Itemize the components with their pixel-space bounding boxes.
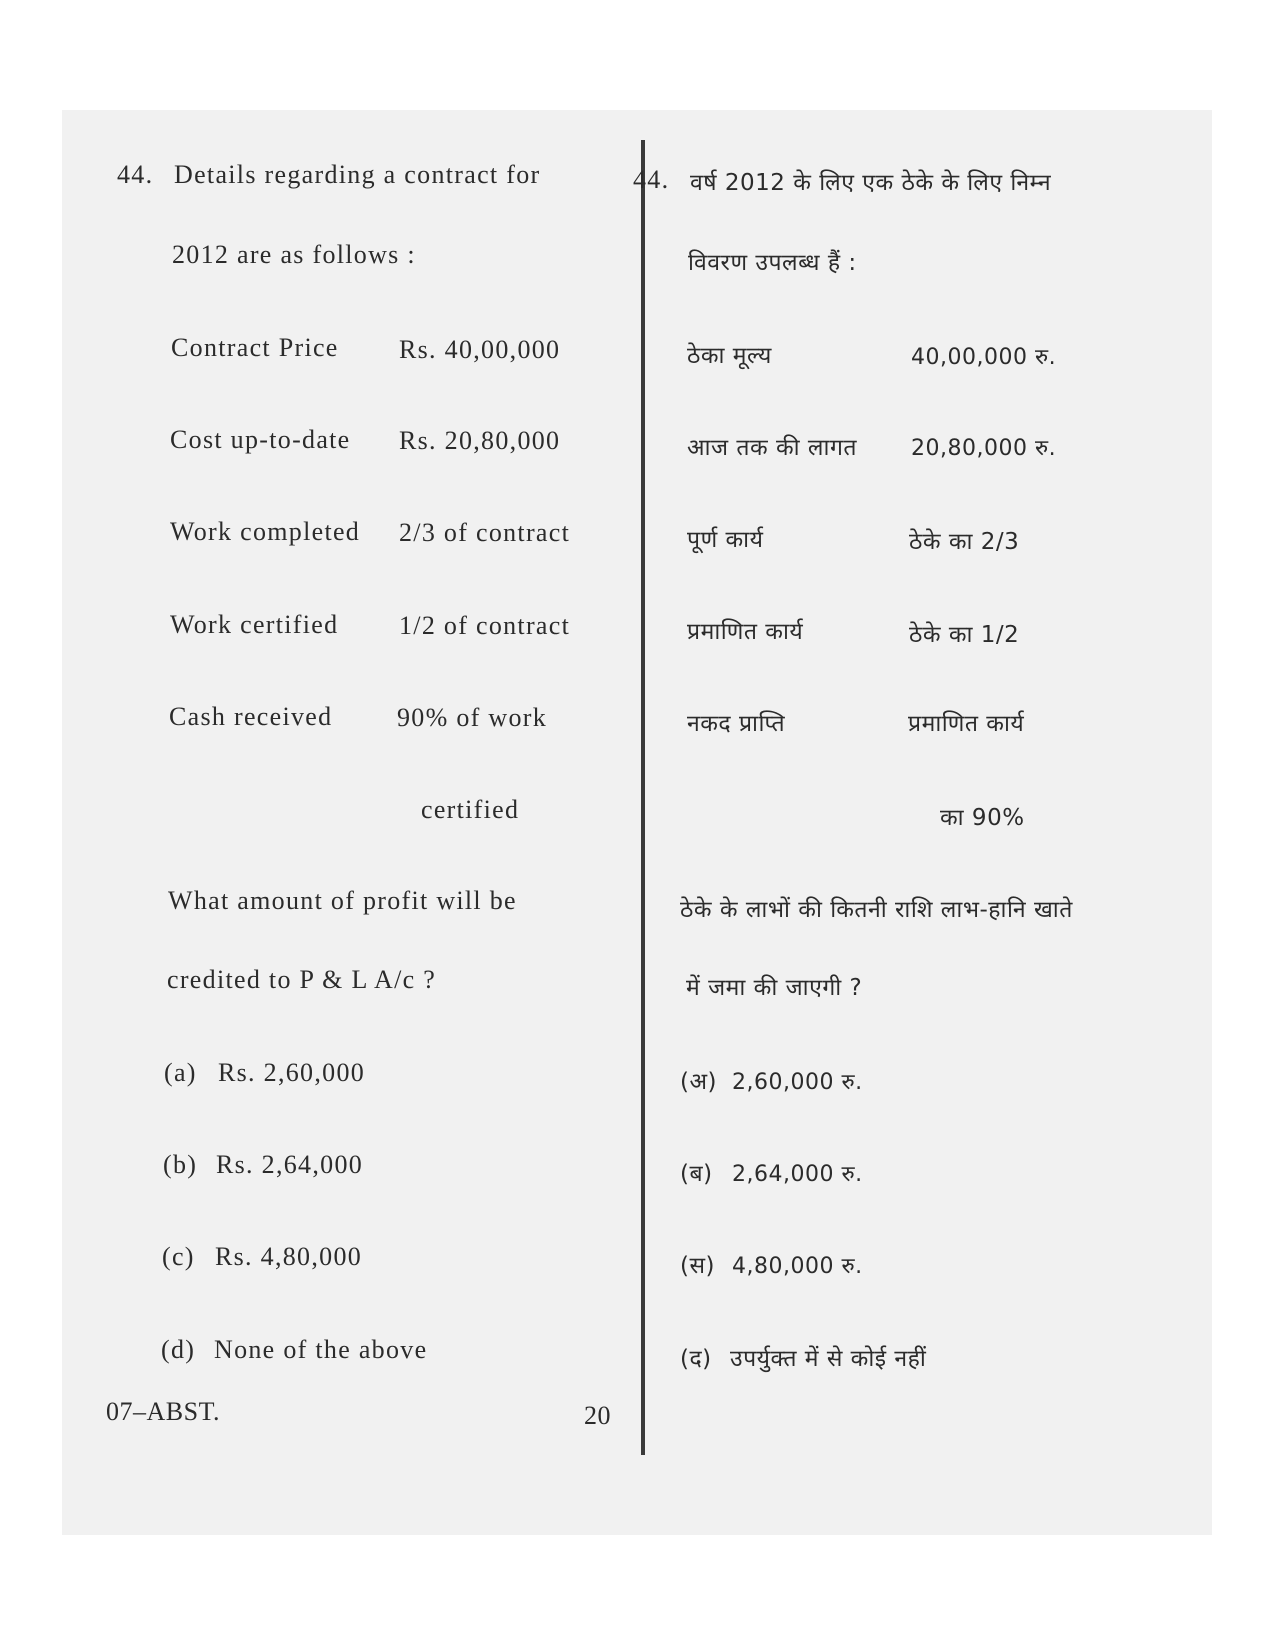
option-key-a: (a)	[164, 1058, 197, 1087]
question-line2: credited to P & L A/c ?	[167, 965, 437, 994]
page-number: 20	[584, 1401, 611, 1430]
detail-label-cash-received-hindi: नकद प्राप्ति	[687, 711, 786, 737]
question-line2-hindi: में जमा की जाएगी ?	[686, 975, 863, 1001]
detail-value-contract-price: Rs. 40,00,000	[399, 335, 561, 364]
option-key-b: (b)	[163, 1150, 198, 1179]
detail-value-contract-price-hindi: 40,00,000 रु.	[911, 345, 1057, 370]
detail-value-work-certified: 1/2 of contract	[399, 611, 571, 640]
option-text-a-hindi: 2,60,000 रु.	[732, 1070, 863, 1095]
detail-label-work-certified-hindi: प्रमाणित कार्य	[687, 619, 804, 645]
option-key-c-hindi: (स)	[680, 1253, 715, 1279]
option-key-d: (d)	[161, 1335, 196, 1364]
detail-label-work-completed-hindi: पूर्ण कार्य	[687, 527, 764, 553]
question-intro-line1-hindi: वर्ष 2012 के लिए एक ठेके के लिए निम्न	[690, 170, 1052, 196]
detail-label-work-completed: Work completed	[170, 517, 361, 546]
question-line1: What amount of profit will be	[168, 886, 517, 915]
option-key-c: (c)	[162, 1242, 195, 1271]
detail-value-cost-up-to-date: Rs. 20,80,000	[399, 426, 561, 455]
detail-label-cost-up-to-date-hindi: आज तक की लागत	[687, 435, 858, 461]
option-text-c: Rs. 4,80,000	[215, 1242, 363, 1271]
detail-label-contract-price: Contract Price	[171, 333, 339, 362]
detail-value-cash-received: 90% of work	[397, 703, 548, 732]
detail-value-work-completed-hindi: ठेके का 2/3	[909, 529, 1020, 555]
option-text-b: Rs. 2,64,000	[216, 1150, 364, 1179]
paper-code: 07–ABST.	[106, 1397, 221, 1426]
detail-label-cash-received: Cash received	[169, 702, 333, 731]
question-number: 44.	[117, 160, 154, 189]
question-intro-line2: 2012 are as follows :	[172, 240, 416, 269]
detail-value-work-certified-hindi: ठेके का 1/2	[909, 622, 1020, 648]
option-text-d-hindi: उपर्युक्त में से कोई नहीं	[730, 1346, 927, 1372]
option-text-b-hindi: 2,64,000 रु.	[732, 1162, 863, 1187]
detail-value-cash-received-hindi: प्रमाणित कार्य	[908, 711, 1025, 737]
option-text-d: None of the above	[214, 1335, 428, 1364]
question-intro-line1: Details regarding a contract for	[174, 160, 541, 189]
question-number-hindi: 44.	[633, 165, 670, 194]
detail-value-cost-up-to-date-hindi: 20,80,000 रु.	[911, 436, 1057, 461]
question-intro-line2-hindi: विवरण उपलब्ध हैं :	[688, 250, 857, 276]
option-text-c-hindi: 4,80,000 रु.	[732, 1254, 863, 1279]
option-text-a: Rs. 2,60,000	[218, 1058, 366, 1087]
detail-label-cost-up-to-date: Cost up-to-date	[170, 425, 351, 454]
detail-value-work-completed: 2/3 of contract	[399, 518, 571, 547]
column-divider	[641, 140, 645, 1455]
detail-value-cash-received-cont-hindi: का 90%	[940, 805, 1025, 831]
question-line1-hindi: ठेके के लाभों की कितनी राशि लाभ-हानि खाते	[680, 897, 1073, 923]
detail-value-cash-received-cont: certified	[421, 795, 520, 824]
detail-label-contract-price-hindi: ठेका मूल्य	[687, 343, 772, 369]
option-key-a-hindi: (अ)	[680, 1069, 718, 1095]
option-key-b-hindi: (ब)	[680, 1161, 713, 1187]
detail-label-work-certified: Work certified	[170, 610, 339, 639]
option-key-d-hindi: (द)	[680, 1346, 712, 1372]
page-sheet	[62, 110, 1212, 1535]
